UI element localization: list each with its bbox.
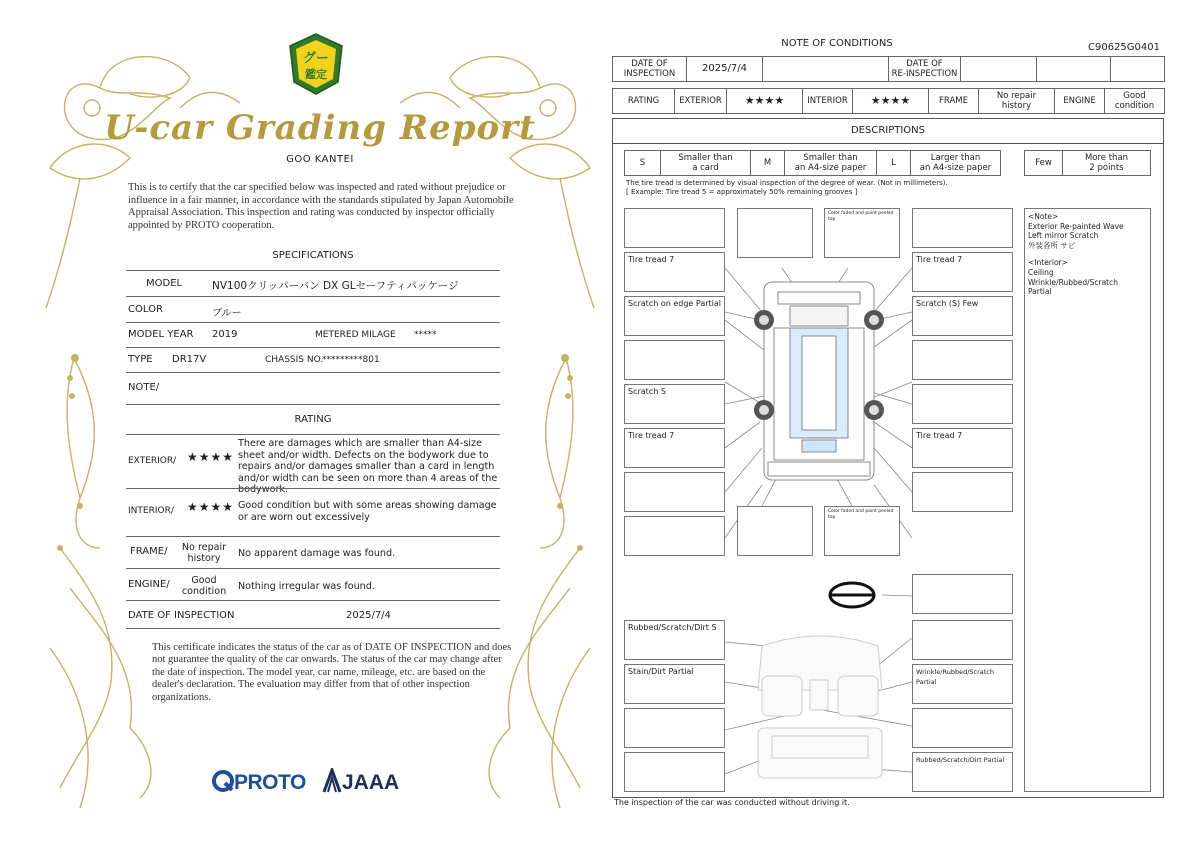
note-heading: <Note> [1028, 212, 1059, 221]
interior-label: INTERIOR/ [128, 506, 174, 516]
engine-label: ENGINE [1055, 89, 1105, 114]
note-line: Partial [1028, 287, 1052, 297]
empty-note-box [624, 472, 725, 512]
empty-note-box [912, 472, 1013, 512]
empty-note-box [624, 340, 725, 380]
box-rubbed-scratch-dirt-s: Rubbed/Scratch/Dirt S [624, 620, 725, 660]
note-line: 外装各所 サビ [1028, 240, 1076, 250]
interior-stars: ★★★★ [853, 89, 929, 114]
exterior-label: EXTERIOR [675, 89, 727, 114]
frame-value: No repair history [181, 542, 227, 564]
proto-mark-icon [212, 770, 234, 792]
inspection-date-value: 2025/7/4 [346, 610, 391, 621]
note-of-conditions [612, 30, 1164, 810]
box-tire-front-left: Tire tread 7 [624, 252, 725, 292]
empty-note-box [912, 574, 1013, 614]
divider [126, 372, 500, 373]
divider [126, 347, 500, 348]
divider [126, 568, 500, 569]
metered-mileage-label: METERED MILAGE [315, 330, 396, 340]
interior-stars: ★★★★ [187, 500, 235, 514]
frame-description: No apparent damage was found. [238, 548, 396, 559]
divider [126, 536, 500, 537]
inspection-date-label: DATE OF INSPECTION [128, 610, 235, 621]
box-stain-dirt: Stain/Dirt Partial [624, 664, 725, 704]
note-line: Ceiling [1028, 267, 1054, 277]
box-tire-rear-left: Tire tread 7 [624, 428, 725, 468]
date-of-inspection-value: 2025/7/4 [687, 57, 763, 82]
box-rubbed-scratch-dirt-partial: Rubbed/Scratch/Dirt Partial [912, 752, 1013, 792]
empty-note-box [912, 620, 1013, 660]
grading-certificate [40, 28, 600, 828]
color-value: ブルー [212, 308, 242, 319]
spacer [1028, 250, 1147, 258]
note-line: Exterior Re-painted Wave [1028, 221, 1124, 231]
engine-label: ENGINE/ [128, 579, 170, 590]
certificate-disclaimer: This certificate indicates the status of the car as of DATE OF INSPECTION and does not guarantee the quality of the car onwards. The status of the car may change after the date of inspection. The model year, car name, mileage, etc. are based on the dealer's declaration. The evaluation may differ from that of other inspection organizations. [152, 642, 512, 703]
issuer-logos [212, 768, 432, 798]
type-value: DR17V [172, 354, 207, 365]
frame-value: No repair history [979, 89, 1055, 114]
divider [126, 404, 500, 405]
empty-note-box [912, 708, 1013, 748]
descriptions-heading: DESCRIPTIONS [612, 118, 1164, 144]
noc-code: C90625G0401 [1088, 42, 1160, 53]
box-scratch-s: Scratch S [624, 384, 725, 424]
note-line: Left mirror Scratch [1028, 231, 1099, 241]
jaaa-logo-text: JAAA [342, 771, 400, 794]
legend-few-text: More than 2 points [1063, 151, 1151, 176]
legend-l-text: Larger than an A4-size paper [911, 151, 1001, 176]
empty-note-box [737, 506, 813, 556]
date-of-reinspection-label: DATE OF RE-INSPECTION [889, 57, 961, 82]
interior-label: INTERIOR [803, 89, 853, 114]
svg-text:鑑定: 鑑定 [305, 68, 327, 81]
noc-footer: The inspection of the car was conducted without driving it. [614, 798, 850, 807]
chassis-value: *********801 [322, 355, 380, 365]
interior-description: Good condition but with some areas showing damage or are worn out excessively [238, 500, 497, 523]
box-scratch-edge: Scratch on edge Partial [624, 296, 725, 336]
empty-note-box [624, 752, 725, 792]
frame-label: FRAME/ [130, 546, 168, 557]
box-tire-front-right: Tire tread 7 [912, 252, 1013, 292]
proto-logo-text: PROTO [234, 771, 306, 794]
model-label: MODEL [146, 278, 183, 289]
jaaa-mark-icon [322, 768, 342, 794]
box-color-faded-bottom: Color faded and paint peeled top [824, 506, 900, 556]
type-label: TYPE [128, 354, 153, 365]
empty-note-box [624, 708, 725, 748]
specifications-heading: SPECIFICATIONS [272, 250, 354, 261]
model-year-value: 2019 [212, 329, 238, 340]
tread-note: The tire tread is determined by visual inspection of the degree of wear. (Not in millimeters). [626, 179, 948, 187]
certify-statement: This is to certify that the car specified below was inspected and rated without prejudice or influence in a fair manner, in accordance with the standards stipulated by Japan Automobile Appraisal Association. This inspection and rating was conducted by inspector officially appointed by PROTO cooperation. [128, 182, 514, 231]
certificate-title: U-car Grading Report [104, 108, 536, 148]
legend-s: S [625, 151, 661, 176]
exterior-stars: ★★★★ [187, 450, 235, 464]
model-year-label: MODEL YEAR [128, 329, 194, 340]
model-value: NV100クリッパーバン DX GLセーフティパッケージ [212, 280, 459, 292]
exterior-description: There are damages which are smaller than A4-size sheet and/or width. Defects on the bodywork due to repairs and/or damages smaller than a card in length and/or width can be seen on more than 4 areas of the bodywork. [238, 438, 498, 495]
color-label: COLOR [128, 304, 163, 315]
exterior-label: EXTERIOR/ [128, 456, 177, 466]
engine-description: Nothing irregular was found. [238, 581, 375, 592]
date-of-inspection-label: DATE OF INSPECTION [613, 57, 687, 82]
note-box [1024, 208, 1151, 792]
box-tire-rear-right: Tire tread 7 [912, 428, 1013, 468]
engine-value: Good condition [1105, 89, 1165, 114]
legend-m: M [751, 151, 785, 176]
chassis-label: CHASSIS NO. [265, 355, 324, 365]
svg-text:グー: グー [302, 51, 330, 66]
note-label: NOTE/ [128, 382, 160, 393]
divider [126, 488, 500, 489]
jaaa-logo [322, 768, 399, 795]
empty-note-box [912, 340, 1013, 380]
legend-s-text: Smaller than a card [661, 151, 751, 176]
empty-note-box [737, 208, 813, 258]
divider [126, 434, 500, 435]
empty-note-box [624, 516, 725, 556]
frame-label: FRAME [929, 89, 979, 114]
empty-note-box [912, 384, 1013, 424]
box-color-faded-top: Color faded and paint peeled top [824, 208, 900, 258]
metered-mileage-value: ***** [414, 330, 437, 340]
note-line: Wrinkle/Rubbed/Scratch [1028, 277, 1118, 287]
engine-value: Good condition [181, 575, 227, 597]
empty-note-box [624, 208, 725, 248]
certificate-subtitle: GOO KANTEI [286, 154, 354, 165]
divider [126, 628, 500, 629]
interior-heading: <Interior> [1028, 258, 1068, 268]
legend-m-text: Smaller than an A4-size paper [785, 151, 877, 176]
noc-title: NOTE OF CONDITIONS [781, 38, 893, 49]
tread-example: [ Example: Tire tread 5 = approximately 50% remaining grooves ] [626, 188, 858, 196]
proto-logo [212, 770, 306, 795]
divider [126, 296, 500, 297]
goo-kantei-badge [286, 32, 346, 96]
divider [126, 270, 500, 271]
rating-label: RATING [613, 89, 675, 114]
divider [126, 322, 500, 323]
legend-l: L [877, 151, 911, 176]
legend-few: Few [1025, 151, 1063, 176]
gold-ornament-frame [40, 28, 600, 828]
divider [126, 600, 500, 601]
box-wrinkle-rubbed-scratch: Wrinkle/Rubbed/Scratch Partial [912, 664, 1013, 704]
rating-heading: RATING [294, 414, 332, 425]
empty-note-box [912, 208, 1013, 248]
exterior-stars: ★★★★ [727, 89, 803, 114]
box-scratch-s-few: Scratch (S) Few [912, 296, 1013, 336]
